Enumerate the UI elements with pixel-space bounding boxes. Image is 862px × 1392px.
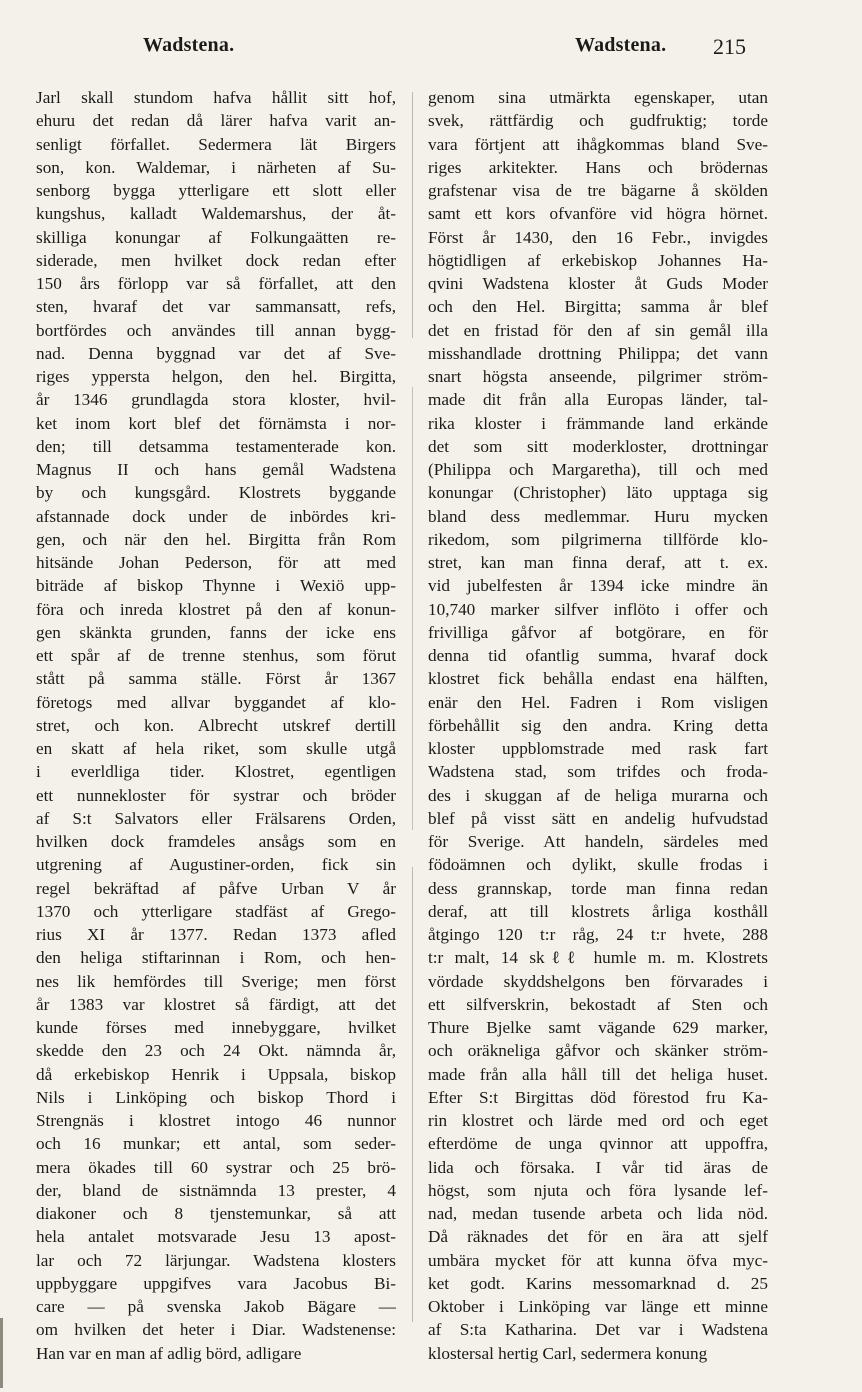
text-line: snart högsta anseende, pilgrimer ström-	[428, 367, 768, 386]
text-line: Strengnäs i klostret intogo 46 nunnor	[36, 1111, 396, 1130]
text-line: Jarl skall stundom hafva hållit sitt hof,	[36, 88, 396, 107]
text-line: nad. Denna byggnad var det af Sve-	[36, 343, 396, 363]
text-line: ett spår af de trenne stenhus, som förut	[36, 646, 396, 665]
text-line: des i skuggan af de heliga murarna och	[428, 785, 768, 805]
text-line: födoämnen och dylikt, skulle frodas i	[428, 855, 768, 875]
text-line: en skatt af hela riket, som skulle utgå	[36, 739, 396, 758]
text-line: föra och inreda klostret på den af konun-	[36, 599, 396, 619]
text-line: gen, och när den hel. Birgitta från Rom	[36, 529, 396, 549]
page-edge-mark	[0, 1318, 3, 1388]
text-line: Magnus II och hans gemål Wadstena	[36, 460, 396, 479]
text-line: genom sina utmärkta egenskaper, utan	[428, 88, 768, 107]
text-line: (Philippa och Margaretha), till och med	[428, 460, 768, 479]
text-line: blef på visst sätt en andelig hufvudstad	[428, 808, 768, 828]
text-line: by och kungsgård. Klostrets byggande	[36, 483, 396, 503]
text-line: och oräkneliga gåfvor och skänker ström-	[428, 1041, 768, 1061]
text-line: senborg bygga ytterligare ett slott eller	[36, 181, 396, 200]
text-line: umbära mycket för att kunna öfva myc-	[428, 1250, 768, 1270]
text-line: made från alla håll till det heliga huset.	[428, 1064, 768, 1084]
text-line: rikedom, som pilgrimerna tillförde klo-	[428, 529, 768, 549]
text-line: Då räknades det för en ära att sjelf	[428, 1227, 768, 1247]
text-line: i everldliga tider. Klostret, egentligen	[36, 762, 396, 782]
text-line: det som sitt moderkloster, drottningar	[428, 436, 768, 456]
text-line: son, kon. Waldemar, i närheten af Su-	[36, 157, 396, 177]
text-line: gen skänkta grunden, fanns der icke ens	[36, 622, 396, 642]
text-line: och den Hel. Birgitta; samma år blef	[428, 297, 768, 317]
text-line: uppbyggare uppgifves vara Jacobus Bi-	[36, 1273, 396, 1293]
text-line: sten, hvaraf det var sammansatt, refs,	[36, 297, 396, 317]
text-line: högst, som njuta och föra lysande lef-	[428, 1180, 768, 1200]
text-line: deraf, att till klostrets årliga kosthåll	[428, 901, 768, 921]
text-line: vara förtjent att ihågkommas bland Sve-	[428, 134, 768, 154]
text-line: vid jubelfesten år 1394 icke mindre än	[428, 576, 768, 596]
text-line: då erkebiskop Henrik i Uppsala, biskop	[36, 1064, 396, 1084]
text-line: kungshus, kalladt Waldemarshus, der åt-	[36, 204, 396, 224]
text-line: för Sverige. Att handeln, särdeles med	[428, 832, 768, 851]
text-line: riges yppersta helgon, den hel. Birgitta,	[36, 367, 396, 386]
text-line: Efter S:t Birgittas död förestod fru Ka-	[428, 1087, 768, 1107]
text-line: ett silfverskrin, bekostadt af Sten och	[428, 994, 768, 1014]
text-line: det en fristad för den af sin gemål illa	[428, 320, 768, 340]
text-line: 150 års förlopp var så förfallet, att den	[36, 274, 396, 293]
text-line: kunde förses med innebyggare, hvilket	[36, 1018, 396, 1037]
text-line: afstannade dock under de inbördes kri-	[36, 506, 396, 526]
text-line: Han var en man af adlig börd, adligare	[36, 1343, 302, 1363]
page-header	[0, 34, 862, 70]
text-line: 1370 och ytterligare stadfäst af Grego-	[36, 901, 396, 921]
text-line: hvilken dock framdeles ansågs som en	[36, 832, 396, 851]
text-line: lar och 72 lärjungar. Wadstena klosters	[36, 1250, 396, 1270]
text-line: skilliga konungar af Folkungaätten re-	[36, 227, 396, 247]
text-line: stått på samma ställe. Först år 1367	[36, 669, 396, 689]
text-line: bland dess medlemmar. Huru mycken	[428, 506, 768, 526]
text-line: konungar (Christopher) läto upptaga sig	[428, 483, 768, 503]
text-line: rius XI år 1377. Redan 1373 afled	[36, 925, 396, 944]
text-line: grafstenar visa de tre bägarne å skölden	[428, 181, 768, 200]
text-line: klostersal hertig Carl, sedermera konung	[428, 1343, 708, 1363]
text-line: lida och försaka. I vår tid äras de	[428, 1157, 768, 1177]
text-line: ett nunnekloster för systrar och bröder	[36, 785, 396, 805]
text-line: mera ökades till 60 systrar och 25 brö-	[36, 1157, 396, 1177]
text-line: enär den Hel. Fadren i Rom visligen	[428, 692, 768, 712]
text-line: åtgingo 120 t:r råg, 24 t:r hvete, 288	[428, 925, 768, 944]
text-line: Oktober i Linköping var länge ett minne	[428, 1297, 768, 1316]
text-line: svek, rättfärdig och gudfruktig; torde	[428, 111, 768, 131]
text-line: diakoner och 8 tjenstemunkar, så att	[36, 1204, 396, 1223]
text-line: dess grannskap, torde man finna redan	[428, 878, 768, 898]
text-line: bortfördes och användes till annan bygg-	[36, 320, 396, 340]
text-line: regel bekräftad af påfve Urban V år	[36, 878, 396, 898]
text-line: der, bland de sistnämnda 13 prester, 4	[36, 1180, 396, 1200]
text-line: hitsände Johan Pederson, för att med	[36, 553, 396, 572]
text-line: och 16 munkar; ett antal, som seder-	[36, 1134, 396, 1154]
text-line: kloster uppblomstrade med rask fart	[428, 739, 768, 758]
text-line: hela antalet motsvarade Jesu 13 apost-	[36, 1227, 396, 1247]
text-line: förbehållit sig den andra. Kring detta	[428, 715, 768, 735]
text-line: Wadstena stad, som trifdes och froda-	[428, 762, 768, 782]
text-line: biträde af biskop Thynne i Wexiö upp-	[36, 576, 396, 596]
text-line: senligt förfallet. Sedermera lät Birgers	[36, 134, 396, 154]
text-line: rin klostret och lärde med ord och eget	[428, 1111, 768, 1130]
left-text-column	[36, 86, 396, 1365]
text-line: högtidligen af erkebiskop Johannes Ha-	[428, 250, 768, 270]
text-line: nad, medan tusende arbeta och lida nöd.	[428, 1204, 768, 1223]
right-text-column	[428, 86, 768, 1365]
text-line: nes lik hemfördes till Sverige; men först	[36, 971, 396, 991]
text-line: utgrening af Augustiner-orden, fick sin	[36, 855, 396, 875]
text-line: år 1346 grundlagda stora kloster, hvil-	[36, 390, 396, 410]
text-line: klostret fick behålla endast ena hälften,	[428, 669, 768, 689]
text-line: samt ett kors ofvanföre vid högra hörnet.	[428, 204, 768, 224]
text-line: Först år 1430, den 16 Febr., invigdes	[428, 227, 768, 247]
text-line: den; till detsamma testamenterade kon.	[36, 436, 396, 456]
text-line: vördade skyddshelgons ben förvarades i	[428, 971, 768, 991]
text-line: af S:ta Katharina. Det var i Wadstena	[428, 1320, 768, 1340]
text-line: ehuru det redan då lärer hafva varit an-	[36, 111, 396, 131]
text-line: ket inom kort blef det förnämsta i nor-	[36, 413, 396, 433]
text-line: efterdöme de unga qvinnor att uppoffra,	[428, 1134, 768, 1154]
text-line: stret, och kon. Albrecht utskref dertill	[36, 715, 396, 735]
text-line: ket godt. Karins messomarknad d. 25	[428, 1273, 768, 1293]
text-line: den heliga stiftarinnan i Rom, och hen-	[36, 948, 396, 968]
text-line: qvini Wadstena kloster åt Guds Moder	[428, 274, 768, 293]
text-line: Thure Bjelke samt vägande 629 marker,	[428, 1018, 768, 1037]
text-line: made dit från alla Europas länder, tal-	[428, 390, 768, 410]
text-line: år 1383 var klostret så färdigt, att det	[36, 994, 396, 1014]
text-line: skedde den 23 och 24 Okt. nämnda år,	[36, 1041, 396, 1061]
text-line: Nils i Linköping och biskop Thord i	[36, 1087, 396, 1107]
text-line: rika kloster i främmande land erkände	[428, 413, 768, 433]
text-line: om hvilken det heter i Diar. Wadstenense:	[36, 1320, 396, 1340]
text-line: misshandlade drottning Philippa; det vann	[428, 343, 768, 363]
text-line: siderade, men hvilket dock redan efter	[36, 250, 396, 270]
text-line: frivilliga gåfvor af botgörare, en för	[428, 622, 768, 642]
text-line: t:r malt, 14 skℓℓ humle m. m. Klostrets	[428, 948, 768, 968]
running-head-left: Wadstena.	[143, 34, 235, 56]
text-line: riges arkitekter. Hans och brödernas	[428, 157, 768, 177]
running-head-right: Wadstena.	[575, 34, 667, 56]
text-line: care — på svenska Jakob Bägare —	[36, 1297, 396, 1316]
text-line: företogs med allvar byggandet af klo-	[36, 692, 396, 712]
text-line: af S:t Salvators eller Frälsarens Orden,	[36, 808, 396, 828]
text-line: denna tid ofantlig summa, hvaraf dock	[428, 646, 768, 665]
page-number: 215	[713, 34, 746, 59]
text-line: 10,740 marker silfver inflöto i offer och	[428, 599, 768, 619]
text-line: stret, kan man finna deraf, att t. ex.	[428, 553, 768, 572]
column-divider	[412, 92, 413, 1322]
